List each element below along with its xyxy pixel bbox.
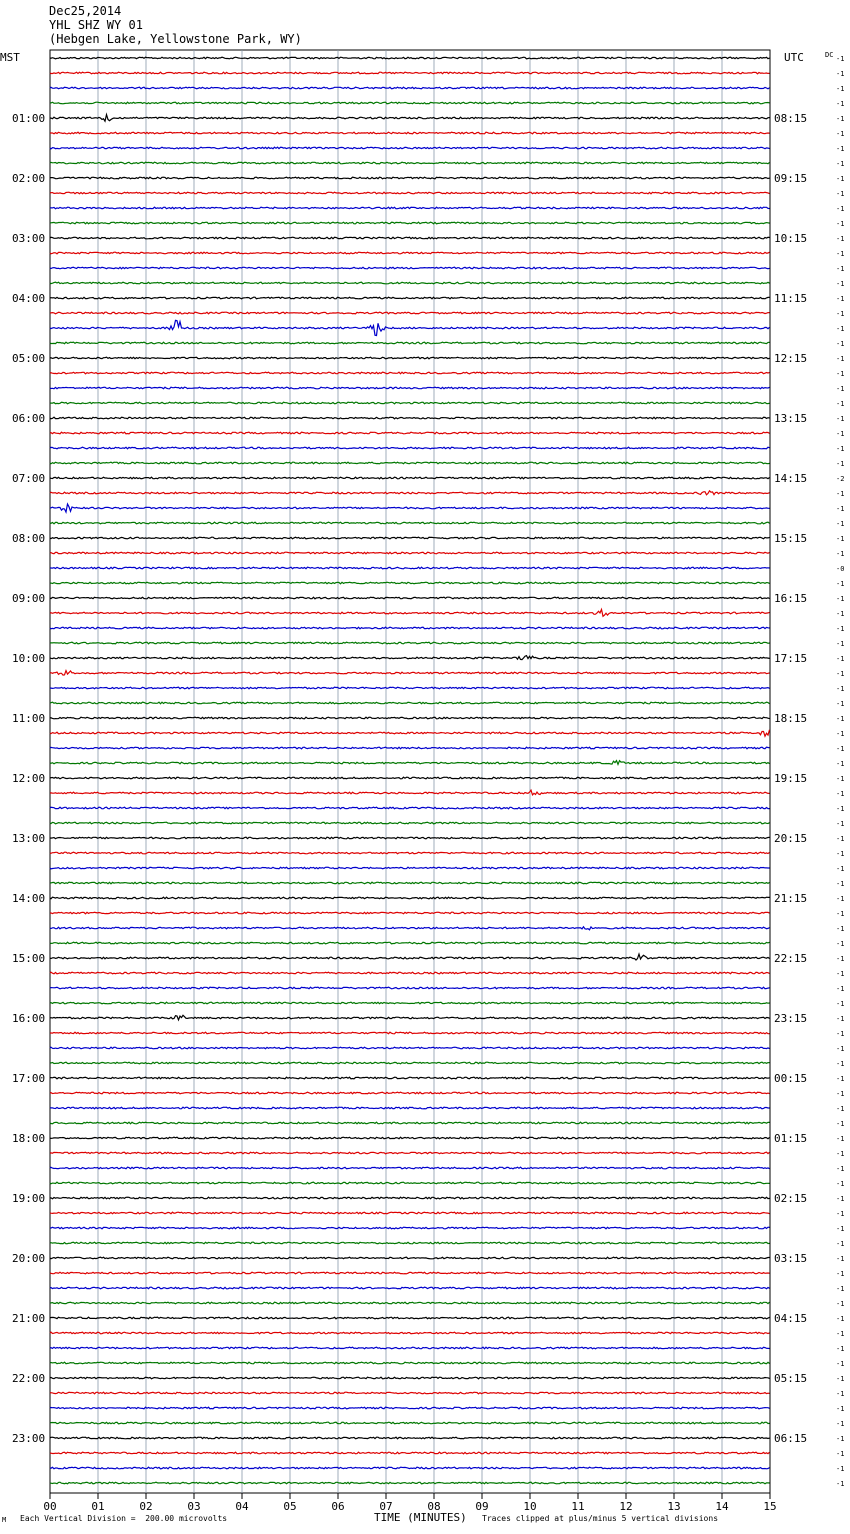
- dc-offset-label: -1: [836, 250, 845, 258]
- trace-line: [50, 252, 770, 254]
- dc-offset-label: -1: [836, 880, 845, 888]
- dc-offset-label: -1: [836, 1270, 845, 1278]
- utc-hour-label: 19:15: [774, 772, 808, 785]
- dc-offset-label: -1: [836, 1285, 845, 1293]
- dc-offset-label: -1: [836, 715, 845, 723]
- trace-line: [50, 372, 770, 374]
- trace-line: [50, 1227, 770, 1229]
- trace-line: [50, 387, 770, 389]
- utc-hour-label: 01:15: [774, 1132, 808, 1145]
- trace-line: [50, 790, 770, 795]
- trace-line: [50, 807, 770, 809]
- dc-offset-label: -1: [836, 280, 845, 288]
- dc-offset-label: -1: [836, 130, 845, 138]
- dc-offset-label: -1: [836, 1015, 845, 1023]
- station-code: YHL SHZ WY 01: [49, 18, 143, 32]
- x-tick-label: 11: [571, 1500, 585, 1513]
- dc-offset-label: -1: [836, 940, 845, 948]
- trace-line: [50, 1332, 770, 1334]
- dc-offset-label: -1: [836, 1390, 845, 1398]
- trace-line: [50, 1362, 770, 1364]
- mst-hour-label: 20:00: [12, 1252, 46, 1265]
- trace-line: [50, 642, 770, 644]
- trace-line: [50, 1152, 770, 1154]
- dc-offset-label: -1: [836, 1105, 845, 1113]
- mst-hour-label: 15:00: [12, 952, 46, 965]
- trace-line: [50, 162, 770, 164]
- trace-line: [50, 837, 770, 839]
- x-tick-label: 00: [43, 1500, 57, 1513]
- trace-line: [50, 1122, 770, 1124]
- dc-offset-label: -1: [836, 730, 845, 738]
- dc-offset-label: -1: [836, 325, 845, 333]
- utc-hour-label: 08:15: [774, 112, 808, 125]
- trace-line: [50, 1317, 770, 1319]
- trace-group: [50, 57, 770, 1484]
- x-tick-label: 03: [187, 1500, 201, 1513]
- trace-line: [50, 320, 770, 335]
- dc-offset-label: -1: [836, 1420, 845, 1428]
- dc-offset-label: -1: [836, 295, 845, 303]
- trace-line: [50, 237, 770, 239]
- dc-offset-label: -1: [836, 175, 845, 183]
- trace-line: [50, 897, 770, 899]
- x-tick-label: 01: [91, 1500, 105, 1513]
- dc-offset-label: -1: [836, 1195, 845, 1203]
- trace-line: [50, 102, 770, 104]
- trace-line: [50, 987, 770, 989]
- x-axis-title: TIME (MINUTES): [374, 1511, 467, 1524]
- utc-hour-label: 05:15: [774, 1372, 808, 1385]
- dc-offset-label: -1: [836, 340, 845, 348]
- trace-line: [50, 687, 770, 689]
- x-tick-label: 08: [427, 1500, 441, 1513]
- utc-hour-label: 16:15: [774, 592, 808, 605]
- dc-offset-label: -1: [836, 235, 845, 243]
- trace-line: [50, 927, 770, 930]
- mst-hour-label: 17:00: [12, 1072, 46, 1085]
- dc-offset-label: -1: [836, 925, 845, 933]
- dc-offset-label: -1: [836, 700, 845, 708]
- trace-line: [50, 402, 770, 404]
- mst-hour-label: 21:00: [12, 1312, 46, 1325]
- dc-offset-label: -1: [836, 1030, 845, 1038]
- trace-line: [50, 192, 770, 194]
- trace-line: [50, 537, 770, 539]
- dc-offset-label: -1: [836, 985, 845, 993]
- trace-line: [50, 1377, 770, 1379]
- trace-line: [50, 597, 770, 599]
- x-tick-label: 15: [763, 1500, 777, 1513]
- dc-offset-label: -1: [836, 460, 845, 468]
- trace-line: [50, 222, 770, 224]
- trace-line: [50, 552, 770, 554]
- trace-line: [50, 267, 770, 269]
- mst-hour-label: 22:00: [12, 1372, 46, 1385]
- trace-line: [50, 462, 770, 464]
- trace-line: [50, 282, 770, 284]
- trace-line: [50, 582, 770, 584]
- dc-offset-label: -1: [836, 1300, 845, 1308]
- trace-line: [50, 491, 770, 495]
- trace-line: [50, 1482, 770, 1484]
- utc-hour-label: 22:15: [774, 952, 808, 965]
- dc-offset-label: -1: [836, 55, 845, 63]
- x-tick-label: 06: [331, 1500, 345, 1513]
- dc-offset-label: -1: [836, 550, 845, 558]
- trace-line: [50, 1002, 770, 1004]
- dc-offset-label: -1: [836, 955, 845, 963]
- dc-offset-label: -1: [836, 1465, 845, 1473]
- dc-offset-label: -1: [836, 115, 845, 123]
- trace-line: [50, 1137, 770, 1139]
- dc-offset-label: -1: [836, 790, 845, 798]
- utc-hour-label: 20:15: [774, 832, 808, 845]
- dc-offset-label: -1: [836, 760, 845, 768]
- mst-hour-label: 12:00: [12, 772, 46, 785]
- trace-line: [50, 1407, 770, 1409]
- axis-label-group: [12, 55, 844, 1513]
- trace-line: [50, 1182, 770, 1184]
- dc-offset-label: -1: [836, 145, 845, 153]
- mst-hour-label: 19:00: [12, 1192, 46, 1205]
- dc-offset-label: -1: [836, 745, 845, 753]
- utc-axis-label: UTC: [784, 51, 804, 64]
- plot-frame: [50, 50, 770, 1493]
- trace-line: [50, 1107, 770, 1109]
- trace-line: [50, 1015, 770, 1020]
- trace-line: [50, 115, 770, 122]
- trace-line: [50, 1392, 770, 1394]
- dc-offset-label: -1: [836, 970, 845, 978]
- dc-offset-label: -1: [836, 895, 845, 903]
- trace-line: [50, 702, 770, 704]
- trace-line: [50, 1077, 770, 1079]
- x-tick-label: 14: [715, 1500, 729, 1513]
- utc-hour-label: 04:15: [774, 1312, 808, 1325]
- dc-offset-label: -1: [836, 1075, 845, 1083]
- trace-line: [50, 132, 770, 134]
- dc-offset-label: -1: [836, 1165, 845, 1173]
- trace-line: [50, 1062, 770, 1064]
- dc-offset-label: -1: [836, 1180, 845, 1188]
- trace-line: [50, 447, 770, 449]
- mst-hour-label: 08:00: [12, 532, 46, 545]
- trace-line: [50, 297, 770, 299]
- utc-hour-label: 23:15: [774, 1012, 808, 1025]
- utc-hour-label: 13:15: [774, 412, 808, 425]
- dc-offset-label: -1: [836, 820, 845, 828]
- trace-line: [50, 954, 770, 960]
- dc-offset-label: -1: [836, 850, 845, 858]
- trace-line: [50, 1242, 770, 1244]
- trace-line: [50, 504, 770, 512]
- trace-line: [50, 177, 770, 179]
- utc-hour-label: 17:15: [774, 652, 808, 665]
- mst-hour-label: 01:00: [12, 112, 46, 125]
- dc-offset-label: -1: [836, 385, 845, 393]
- trace-line: [50, 747, 770, 749]
- dc-offset-label: -1: [836, 1240, 845, 1248]
- dc-offset-label: -1: [836, 1225, 845, 1233]
- trace-line: [50, 477, 770, 479]
- x-tick-label: 07: [379, 1500, 393, 1513]
- utc-hour-label: 00:15: [774, 1072, 808, 1085]
- dc-offset-label: -1: [836, 1345, 845, 1353]
- trace-line: [50, 822, 770, 824]
- dc-offset-label: -1: [836, 205, 845, 213]
- trace-line: [50, 627, 770, 629]
- dc-offset-label: -1: [836, 1255, 845, 1263]
- trace-line: [50, 207, 770, 209]
- dc-offset-label: -1: [836, 685, 845, 693]
- dc-offset-label: -1: [836, 505, 845, 513]
- trace-line: [50, 1422, 770, 1424]
- dc-offset-label: -1: [836, 1150, 845, 1158]
- utc-hour-label: 06:15: [774, 1432, 808, 1445]
- dc-offset-label: -1: [836, 85, 845, 93]
- dc-offset-label: -1: [836, 265, 845, 273]
- dc-offset-label: -1: [836, 1315, 845, 1323]
- dc-offset-label: -1: [836, 625, 845, 633]
- dc-offset-label: -1: [836, 1480, 845, 1488]
- trace-line: [50, 1347, 770, 1349]
- trace-line: [50, 1047, 770, 1049]
- trace-line: [50, 342, 770, 344]
- mst-hour-label: 13:00: [12, 832, 46, 845]
- trace-line: [50, 522, 770, 524]
- x-tick-label: 12: [619, 1500, 633, 1513]
- trace-line: [50, 1197, 770, 1199]
- dc-offset-label: -1: [836, 1135, 845, 1143]
- utc-hour-label: 09:15: [774, 172, 808, 185]
- station-location: (Hebgen Lake, Yellowstone Park, WY): [49, 32, 302, 46]
- trace-line: [50, 912, 770, 914]
- trace-line: [50, 1437, 770, 1439]
- dc-offset-label: -1: [836, 370, 845, 378]
- trace-line: [50, 1452, 770, 1454]
- mst-hour-label: 18:00: [12, 1132, 46, 1145]
- dc-offset-label: -1: [836, 70, 845, 78]
- mst-hour-label: 04:00: [12, 292, 46, 305]
- dc-offset-label: -1: [836, 805, 845, 813]
- vertical-division-note: Each Vertical Division = 200.00 microvolts: [20, 1514, 228, 1523]
- dc-offset-label: -1: [836, 1045, 845, 1053]
- dc-offset-label: -1: [836, 1360, 845, 1368]
- trace-line: [50, 57, 770, 59]
- chart-date: Dec25,2014: [49, 4, 122, 18]
- trace-line: [50, 777, 770, 779]
- trace-line: [50, 312, 770, 314]
- utc-hour-label: 03:15: [774, 1252, 808, 1265]
- utc-hour-label: 15:15: [774, 532, 808, 545]
- mst-hour-label: 03:00: [12, 232, 46, 245]
- mst-hour-label: 14:00: [12, 892, 46, 905]
- dc-offset-label: -1: [836, 1405, 845, 1413]
- mst-hour-label: 10:00: [12, 652, 46, 665]
- dc-offset-label: -1: [836, 1375, 845, 1383]
- mst-hour-label: 05:00: [12, 352, 46, 365]
- dc-offset-label: -1: [836, 910, 845, 918]
- dc-offset-label: -1: [836, 1435, 845, 1443]
- dc-offset-label: -1: [836, 160, 845, 168]
- trace-line: [50, 1302, 770, 1304]
- dc-offset-label: -1: [836, 520, 845, 528]
- utc-hour-label: 02:15: [774, 1192, 808, 1205]
- x-tick-label: 13: [667, 1500, 681, 1513]
- utc-hour-label: 18:15: [774, 712, 808, 725]
- trace-line: [50, 717, 770, 719]
- trace-line: [50, 357, 770, 359]
- trace-line: [50, 1257, 770, 1259]
- trace-line: [50, 1287, 770, 1289]
- mst-hour-label: 02:00: [12, 172, 46, 185]
- dc-offset-label: -0: [836, 565, 845, 573]
- dc-offset-label: -1: [836, 445, 845, 453]
- x-tick-label: 10: [523, 1500, 537, 1513]
- trace-line: [50, 417, 770, 419]
- trace-line: [50, 730, 770, 737]
- dc-offset-label: -1: [836, 1450, 845, 1458]
- dc-offset-label: -1: [836, 355, 845, 363]
- trace-line: [50, 609, 770, 616]
- dc-offset-label: -1: [836, 490, 845, 498]
- trace-line: [50, 972, 770, 974]
- x-tick-label: 09: [475, 1500, 489, 1513]
- trace-line: [50, 87, 770, 89]
- trace-line: [50, 432, 770, 434]
- trace-line: [50, 147, 770, 149]
- dc-offset-label: -1: [836, 655, 845, 663]
- trace-line: [50, 1032, 770, 1034]
- dc-offset-label: -1: [836, 190, 845, 198]
- trace-line: [50, 852, 770, 854]
- trace-line: [50, 942, 770, 944]
- dc-offset-label: -1: [836, 1060, 845, 1068]
- x-tick-label: 02: [139, 1500, 153, 1513]
- dc-offset-label: -1: [836, 580, 845, 588]
- utc-hour-label: 14:15: [774, 472, 808, 485]
- corner-mark: M: [2, 1516, 7, 1524]
- dc-offset-label: -1: [836, 1090, 845, 1098]
- trace-line: [50, 72, 770, 74]
- trace-line: [50, 567, 770, 569]
- mst-hour-label: 07:00: [12, 472, 46, 485]
- clipping-note: Traces clipped at plus/minus 5 vertical divisions: [482, 1514, 719, 1523]
- dc-offset-label: -1: [836, 640, 845, 648]
- x-tick-label: 05: [283, 1500, 297, 1513]
- mst-hour-label: 11:00: [12, 712, 46, 725]
- trace-line: [50, 761, 770, 765]
- mst-hour-label: 06:00: [12, 412, 46, 425]
- dc-offset-label: -1: [836, 610, 845, 618]
- dc-offset-label: -1: [836, 430, 845, 438]
- x-tick-label: 04: [235, 1500, 249, 1513]
- utc-hour-label: 11:15: [774, 292, 808, 305]
- dc-offset-label: -1: [836, 670, 845, 678]
- trace-line: [50, 1272, 770, 1274]
- trace-line: [50, 656, 770, 660]
- dc-offset-label: -2: [836, 475, 845, 483]
- utc-hour-label: 10:15: [774, 232, 808, 245]
- dc-offset-label: -1: [836, 835, 845, 843]
- dc-offset-label: -1: [836, 865, 845, 873]
- trace-line: [50, 671, 770, 676]
- trace-line: [50, 867, 770, 869]
- mst-hour-label: 09:00: [12, 592, 46, 605]
- utc-hour-label: 12:15: [774, 352, 808, 365]
- dc-offset-label: -1: [836, 1210, 845, 1218]
- dc-offset-label: -1: [836, 220, 845, 228]
- dc-offset-label: -1: [836, 310, 845, 318]
- mst-axis-label: MST: [0, 51, 20, 64]
- dc-offset-label: -1: [836, 595, 845, 603]
- trace-line: [50, 1092, 770, 1094]
- mst-hour-label: 16:00: [12, 1012, 46, 1025]
- dc-offset-label: -1: [836, 1120, 845, 1128]
- utc-hour-label: 21:15: [774, 892, 808, 905]
- dc-offset-label: -1: [836, 415, 845, 423]
- dc-offset-label: -1: [836, 535, 845, 543]
- dc-offset-label: -1: [836, 775, 845, 783]
- dc-offset-label: -1: [836, 100, 845, 108]
- mst-hour-label: 23:00: [12, 1432, 46, 1445]
- trace-line: [50, 1167, 770, 1169]
- dc-offset-label: -1: [836, 400, 845, 408]
- trace-line: [50, 882, 770, 884]
- dc-offset-label: -1: [836, 1000, 845, 1008]
- dc-offset-label: -1: [836, 1330, 845, 1338]
- trace-line: [50, 1467, 770, 1469]
- dc-label: DC: [825, 51, 834, 59]
- trace-line: [50, 1212, 770, 1214]
